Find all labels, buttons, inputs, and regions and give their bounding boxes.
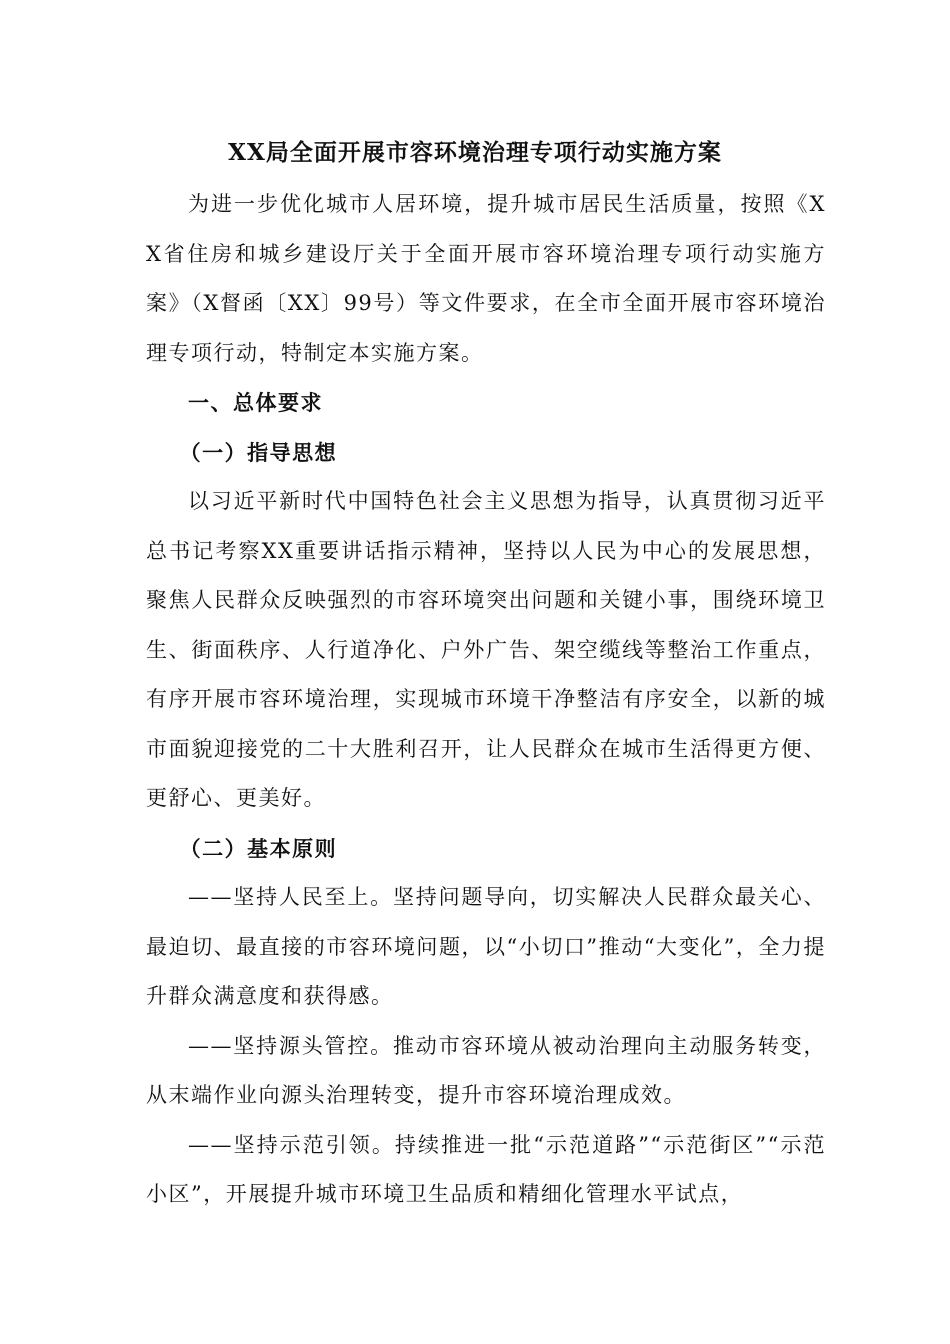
intro-paragraph: 为进一步优化城市人居环境，提升城市居民生活质量，按照《XX省住房和城乡建设厅关于全面开展市容环境治理专项行动实施方案》（X督函〔XX〕99号）等文件要求，在全市全面开展市容环境治理专项行动，特制定本实施方案。: [146, 192, 826, 365]
guiding-ideology-paragraph: 以习近平新时代中国特色社会主义思想为指导，认真贯彻习近平总书记考察XX重要讲话指示精神，坚持以人民为中心的发展思想，聚焦人民群众反映强烈的市容环境突出问题和关键小事，围绕环境卫生、街面秩序、人行道净化、户外广告、架空缆线等整治工作重点，有序开展市容环境治理，实现城市环境干净整洁有序安全，以新的城市面貌迎接党的二十大胜利召开，让人民群众在城市生活得更方便、更舒心、更美好。: [146, 489, 826, 810]
principle-demonstration-paragraph: ——坚持示范引领。持续推进一批“示范道路”“示范街区”“示范小区”，开展提升城市环境卫生品质和精细化管理水平试点，: [146, 1132, 826, 1206]
subsection-heading-guiding-ideology: （一）指导思想: [179, 439, 338, 465]
document-body: [146, 180, 826, 1220]
document-title: XX局全面开展市容环境治理专项行动实施方案: [228, 139, 722, 166]
principle-people-first-paragraph: ——坚持人民至上。坚持问题导向，切实解决人民群众最关心、最迫切、最直接的市容环境问题，以“小切口”推动“大变化”，全力提升群众满意度和获得感。: [146, 885, 826, 1008]
principle-source-control-paragraph: ——坚持源头管控。推动市容环境从被动治理向主动服务转变，从末端作业向源头治理转变，提升市容环境治理成效。: [146, 1033, 826, 1107]
subsection-heading-basic-principles: （二）基本原则: [179, 835, 338, 861]
section-heading-general-requirements: 一、总体要求: [188, 390, 323, 415]
